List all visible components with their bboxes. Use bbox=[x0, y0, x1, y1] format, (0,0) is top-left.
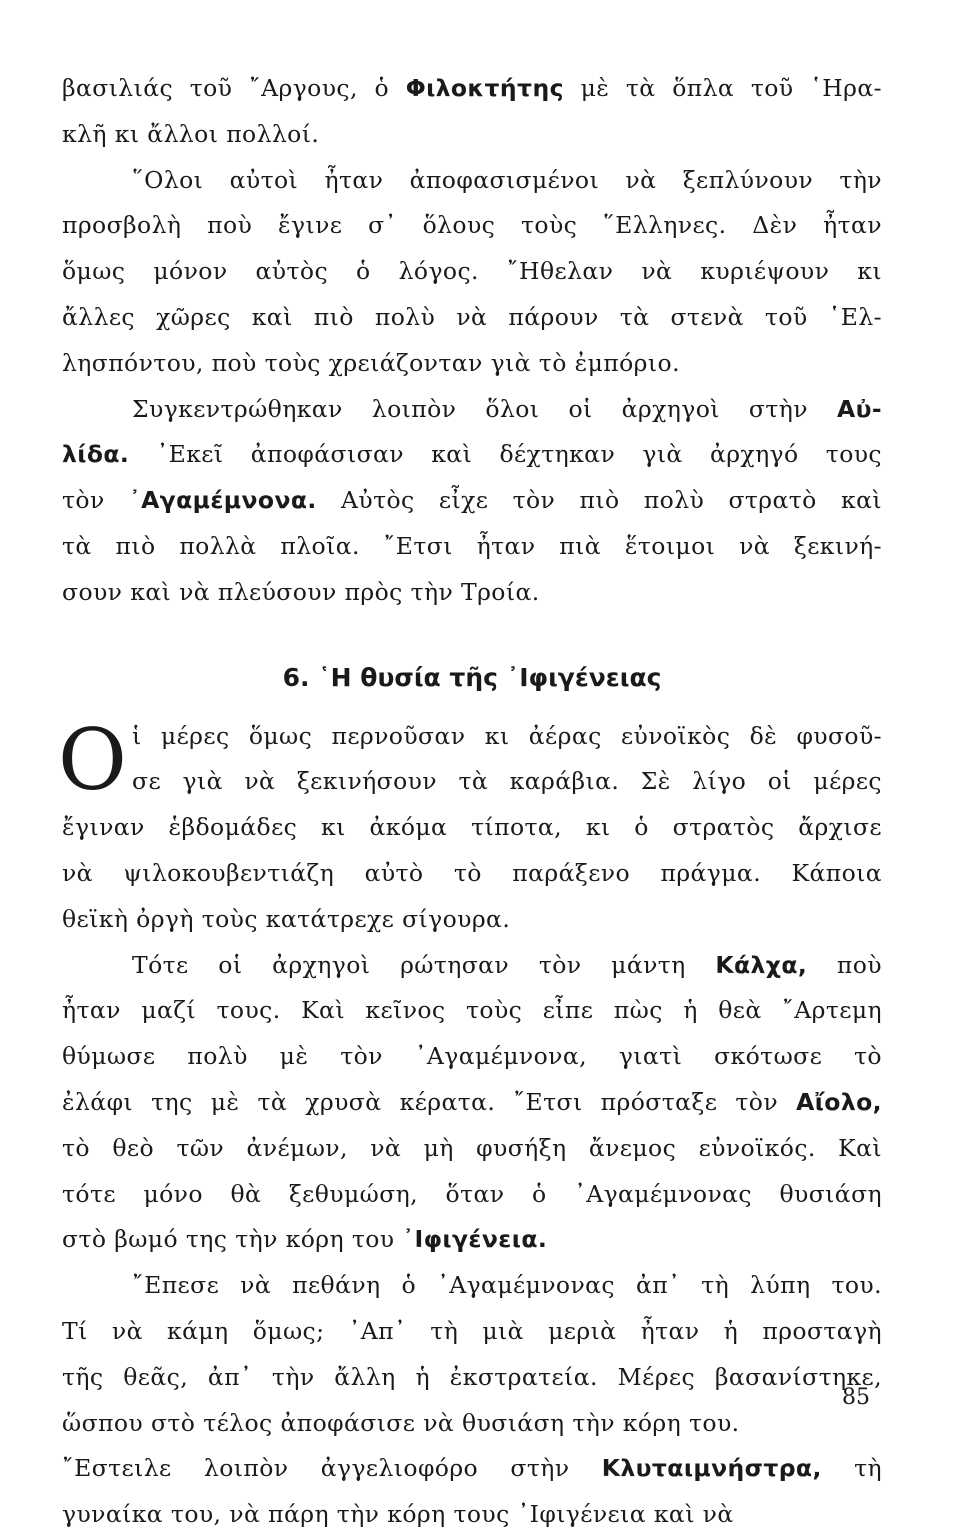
text-segment: τὴ bbox=[821, 1454, 882, 1483]
text-segment: σουν καὶ νὰ πλεύσουν πρὸς τὴν Τροία. bbox=[62, 577, 540, 606]
text-line bbox=[62, 570, 882, 616]
text-segment: ῎Εστειλε λοιπὸν ἀγγελιοφόρο στὴν bbox=[62, 1454, 602, 1483]
text-segment: τὰ πιὸ πολλὰ πλοῖα. ῎Ετσι ἦταν πιὰ ἕτοιμοι νὰ ξεκινή- bbox=[62, 531, 882, 560]
text-segment: ὥσπου στὸ τέλος ἀποφάσισε νὰ θυσιάση τὴν κόρη του. bbox=[62, 1408, 740, 1437]
text-line bbox=[62, 943, 882, 989]
bold-name: ᾽Αγαμέμνονα. bbox=[128, 486, 317, 515]
bold-name: Αὐ- bbox=[836, 394, 882, 423]
text-line bbox=[62, 387, 882, 433]
text-segment: θεϊκὴ ὀργὴ τοὺς κατάτρεχε σίγουρα. bbox=[62, 904, 511, 933]
drop-cap: O bbox=[58, 710, 127, 809]
text-segment: τὸ θεὸ τῶν ἀνέμων, νὰ μὴ φυσήξη ἄνεμος εὐνοϊκός. Καὶ bbox=[62, 1133, 882, 1162]
text-segment: τότε μόνο θὰ ξεθυμώση, ὅταν ὁ ᾽Αγαμέμνονας θυσιάση bbox=[62, 1179, 882, 1208]
page-number: 85 bbox=[842, 1385, 870, 1410]
text-line bbox=[62, 1034, 882, 1080]
text-segment: ἄλλες χῶρες καὶ πιὸ πολὺ νὰ πάρουν τὰ στενὰ τοῦ ῾Ελ- bbox=[62, 302, 882, 331]
text-line bbox=[62, 478, 882, 524]
bold-name: Φιλοκτήτης bbox=[405, 74, 564, 102]
text-segment: ῞Ολοι αὐτοὶ ἦταν ἀποφασισμένοι νὰ ξεπλύνουν τὴν bbox=[132, 165, 882, 194]
text-segment: Συγκεντρώθηκαν λοιπὸν ὅλοι οἱ ἀρχηγοὶ στὴν bbox=[132, 394, 837, 423]
text-line bbox=[62, 432, 882, 478]
text-line bbox=[62, 66, 882, 112]
bold-name: ᾽Ιφιγένεια. bbox=[402, 1225, 548, 1254]
text-segment: τὸν bbox=[62, 486, 129, 515]
text-segment: νὰ ψιλοκουβεντιάζη αὐτὸ τὸ παράξενο πράγμα. Κάποια bbox=[62, 858, 882, 887]
text-line bbox=[62, 851, 882, 897]
text-line bbox=[62, 805, 882, 851]
text-line bbox=[62, 1263, 882, 1309]
text-line bbox=[62, 1217, 882, 1263]
text-line bbox=[62, 1446, 882, 1492]
text-segment: τῆς θεᾶς, ἀπ᾽ τὴν ἄλλη ἡ ἐκστρατεία. Μέρες βασανίστηκε, bbox=[62, 1362, 882, 1391]
text-line bbox=[62, 1355, 882, 1401]
text-segment: ἔγιναν ἑβδομάδες κι ἀκόμα τίποτα, κι ὁ στρατὸς ἄρχισε bbox=[62, 813, 882, 842]
section-text bbox=[58, 710, 882, 1538]
text-line bbox=[62, 249, 882, 295]
text-segment: λησπόντου, ποὺ τοὺς χρειάζονταν γιὰ τὸ ἐμπόριο. bbox=[62, 348, 680, 377]
text-segment: Τί νὰ κάμη ὅμως; ᾽Απ᾽ τὴ μιὰ μεριὰ ἦταν ἡ προσταγὴ bbox=[62, 1316, 882, 1345]
text-segment: ποὺ bbox=[807, 950, 882, 979]
bold-name: Αἴολο, bbox=[796, 1087, 882, 1116]
text-segment: προσβολὴ ποὺ ἔγινε σ᾽ ὅλους τοὺς ῞Ελληνες. Δὲν ἦταν bbox=[62, 211, 882, 240]
text-segment: ἐλάφι της μὲ τὰ χρυσὰ κέρατα. ῎Ετσι πρόσταξε τὸν bbox=[62, 1087, 797, 1116]
text-segment: ᾽Εκεῖ ἀποφάσισαν καὶ δέχτηκαν γιὰ ἀρχηγό τους bbox=[129, 440, 882, 469]
text-segment: σε γιὰ νὰ ξεκινήσουν τὰ καράβια. Σὲ λίγο οἱ μέρες bbox=[132, 767, 882, 796]
text-line bbox=[62, 1492, 882, 1538]
text-segment: ἦταν μαζί τους. Καὶ κεῖνος τοὺς εἶπε πὼς ἡ θεὰ ῎Αρτεμη bbox=[62, 996, 882, 1025]
text-line bbox=[62, 1401, 882, 1447]
top-paragraphs bbox=[62, 66, 882, 616]
section-paragraphs bbox=[62, 714, 882, 1538]
text-line bbox=[62, 1126, 882, 1172]
text-line bbox=[62, 759, 882, 805]
text-segment: θύμωσε πολὺ μὲ τὸν ᾽Αγαμέμνονα, γιατὶ σκότωσε τὸ bbox=[62, 1042, 882, 1071]
text-line bbox=[62, 112, 882, 158]
section-heading: 6. ῾Η θυσία τῆς ᾽Ιφιγένειας bbox=[282, 662, 662, 692]
text-segment: κλῆ κι ἄλλοι πολλοί. bbox=[62, 119, 320, 148]
text-line bbox=[62, 524, 882, 570]
page-body bbox=[58, 66, 882, 1538]
text-line bbox=[62, 1172, 882, 1218]
bold-name: λίδα. bbox=[62, 440, 130, 469]
text-line bbox=[62, 897, 882, 943]
text-line bbox=[62, 1309, 882, 1355]
text-line bbox=[62, 1080, 882, 1126]
text-line bbox=[62, 158, 882, 204]
text-segment: Τότε οἱ ἀρχηγοὶ ρώτησαν τὸν μάντη bbox=[132, 950, 716, 979]
text-segment: γυναίκα του, νὰ πάρη τὴν κόρη τους ᾽Ιφιγένεια καὶ νὰ bbox=[62, 1500, 734, 1529]
text-segment: βασιλιάς τοῦ ῎Αργους, ὁ bbox=[62, 74, 406, 102]
text-segment: ὅμως μόνον αὐτὸς ὁ λόγος. ῎Ηθελαν νὰ κυριέψουν κι bbox=[62, 257, 882, 286]
text-segment: ῎Επεσε νὰ πεθάνη ὁ ᾽Αγαμέμνονας ἀπ᾽ τὴ λύπη του. bbox=[132, 1271, 882, 1300]
bold-name: Κάλχα, bbox=[715, 950, 808, 979]
bold-name: Κλυταιμνήστρα, bbox=[601, 1454, 822, 1483]
text-segment: μὲ τὰ ὅπλα τοῦ ῾Ηρα- bbox=[563, 74, 882, 102]
text-line bbox=[62, 295, 882, 341]
text-segment: ἱ μέρες ὅμως περνοῦσαν κι ἀέρας εὐνοϊκὸς δὲ φυσοῦ- bbox=[132, 721, 882, 750]
text-line bbox=[62, 203, 882, 249]
text-line bbox=[62, 988, 882, 1034]
text-line bbox=[62, 714, 882, 760]
text-segment: στὸ βωμό της τὴν κόρη του bbox=[62, 1225, 403, 1254]
text-segment: Αὐτὸς εἶχε τὸν πιὸ πολὺ στρατὸ καὶ bbox=[316, 486, 882, 515]
text-line bbox=[62, 341, 882, 387]
